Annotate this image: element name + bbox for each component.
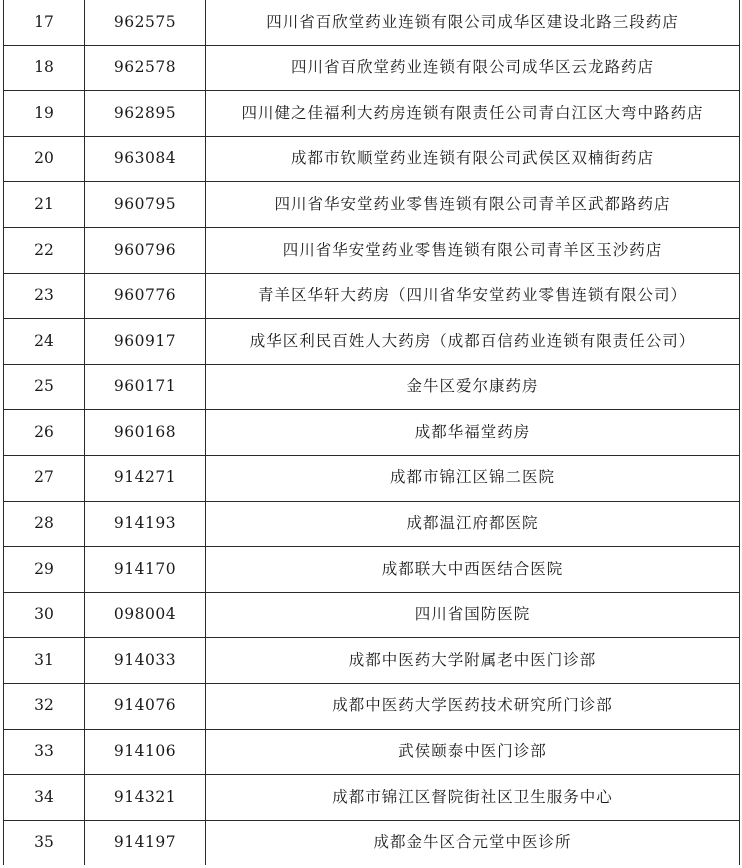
institution-code-cell: 914321 xyxy=(85,775,206,821)
institution-code-cell: 960917 xyxy=(85,319,206,365)
row-index-cell: 23 xyxy=(4,273,85,319)
table-row xyxy=(4,683,740,729)
institution-name-cell: 成华区利民百姓人大药房（成都百信药业连锁有限责任公司） xyxy=(206,319,740,365)
row-index-cell: 35 xyxy=(4,820,85,865)
table-row xyxy=(4,45,740,91)
institution-code-cell: 098004 xyxy=(85,592,206,638)
institution-name-cell: 成都市锦江区督院街社区卫生服务中心 xyxy=(206,775,740,821)
institution-code-cell: 960168 xyxy=(85,410,206,456)
table-row xyxy=(4,273,740,319)
institution-name-cell: 四川健之佳福利大药房连锁有限责任公司青白江区大弯中路药店 xyxy=(206,91,740,137)
institution-code-cell: 914271 xyxy=(85,455,206,501)
table-row xyxy=(4,136,740,182)
institution-name-cell: 四川省百欣堂药业连锁有限公司成华区建设北路三段药店 xyxy=(206,0,740,45)
institution-name-cell: 成都中医药大学附属老中医门诊部 xyxy=(206,638,740,684)
row-index-cell: 34 xyxy=(4,775,85,821)
row-index-cell: 27 xyxy=(4,455,85,501)
table-row xyxy=(4,729,740,775)
row-index-cell: 22 xyxy=(4,227,85,273)
institution-name-cell: 四川省百欣堂药业连锁有限公司成华区云龙路药店 xyxy=(206,45,740,91)
institution-code-cell: 963084 xyxy=(85,136,206,182)
institution-name-cell: 成都市锦江区锦二医院 xyxy=(206,455,740,501)
institution-code-cell: 914170 xyxy=(85,547,206,593)
institution-name-cell: 武侯颐泰中医门诊部 xyxy=(206,729,740,775)
row-index-cell: 25 xyxy=(4,364,85,410)
institution-code-cell: 962575 xyxy=(85,0,206,45)
table-row xyxy=(4,364,740,410)
table-row xyxy=(4,501,740,547)
table-row xyxy=(4,592,740,638)
row-index-cell: 18 xyxy=(4,45,85,91)
row-index-cell: 29 xyxy=(4,547,85,593)
table-row xyxy=(4,410,740,456)
table-row xyxy=(4,820,740,865)
table-row xyxy=(4,319,740,365)
institution-code-cell: 914197 xyxy=(85,820,206,865)
institution-code-cell: 960776 xyxy=(85,273,206,319)
row-index-cell: 32 xyxy=(4,683,85,729)
table-row xyxy=(4,638,740,684)
institution-code-cell: 960796 xyxy=(85,227,206,273)
institution-name-cell: 四川省国防医院 xyxy=(206,592,740,638)
row-index-cell: 26 xyxy=(4,410,85,456)
table-row xyxy=(4,775,740,821)
institution-code-cell: 914106 xyxy=(85,729,206,775)
table-row xyxy=(4,227,740,273)
table-row xyxy=(4,455,740,501)
table-row xyxy=(4,0,740,45)
institution-code-cell: 914193 xyxy=(85,501,206,547)
table-row xyxy=(4,182,740,228)
row-index-cell: 31 xyxy=(4,638,85,684)
institution-name-cell: 青羊区华轩大药房（四川省华安堂药业零售连锁有限公司） xyxy=(206,273,740,319)
row-index-cell: 30 xyxy=(4,592,85,638)
table-body xyxy=(4,0,740,865)
table-row xyxy=(4,91,740,137)
institution-code-cell: 914076 xyxy=(85,683,206,729)
institution-code-cell: 962895 xyxy=(85,91,206,137)
row-index-cell: 24 xyxy=(4,319,85,365)
institution-name-cell: 成都市钦顺堂药业连锁有限公司武侯区双楠街药店 xyxy=(206,136,740,182)
institution-name-cell: 成都金牛区合元堂中医诊所 xyxy=(206,820,740,865)
institution-code-cell: 960795 xyxy=(85,182,206,228)
institution-name-cell: 成都温江府都医院 xyxy=(206,501,740,547)
row-index-cell: 33 xyxy=(4,729,85,775)
institution-code-cell: 962578 xyxy=(85,45,206,91)
table-row xyxy=(4,547,740,593)
institution-name-cell: 成都华福堂药房 xyxy=(206,410,740,456)
row-index-cell: 19 xyxy=(4,91,85,137)
institution-name-cell: 成都中医药大学医药技术研究所门诊部 xyxy=(206,683,740,729)
institution-name-cell: 成都联大中西医结合医院 xyxy=(206,547,740,593)
institution-code-cell: 960171 xyxy=(85,364,206,410)
row-index-cell: 20 xyxy=(4,136,85,182)
row-index-cell: 17 xyxy=(4,0,85,45)
row-index-cell: 21 xyxy=(4,182,85,228)
institution-name-cell: 四川省华安堂药业零售连锁有限公司青羊区武都路药店 xyxy=(206,182,740,228)
row-index-cell: 28 xyxy=(4,501,85,547)
institution-code-cell: 914033 xyxy=(85,638,206,684)
institution-name-cell: 四川省华安堂药业零售连锁有限公司青羊区玉沙药店 xyxy=(206,227,740,273)
institution-name-cell: 金牛区爱尔康药房 xyxy=(206,364,740,410)
pharmacy-list-table xyxy=(3,0,740,865)
